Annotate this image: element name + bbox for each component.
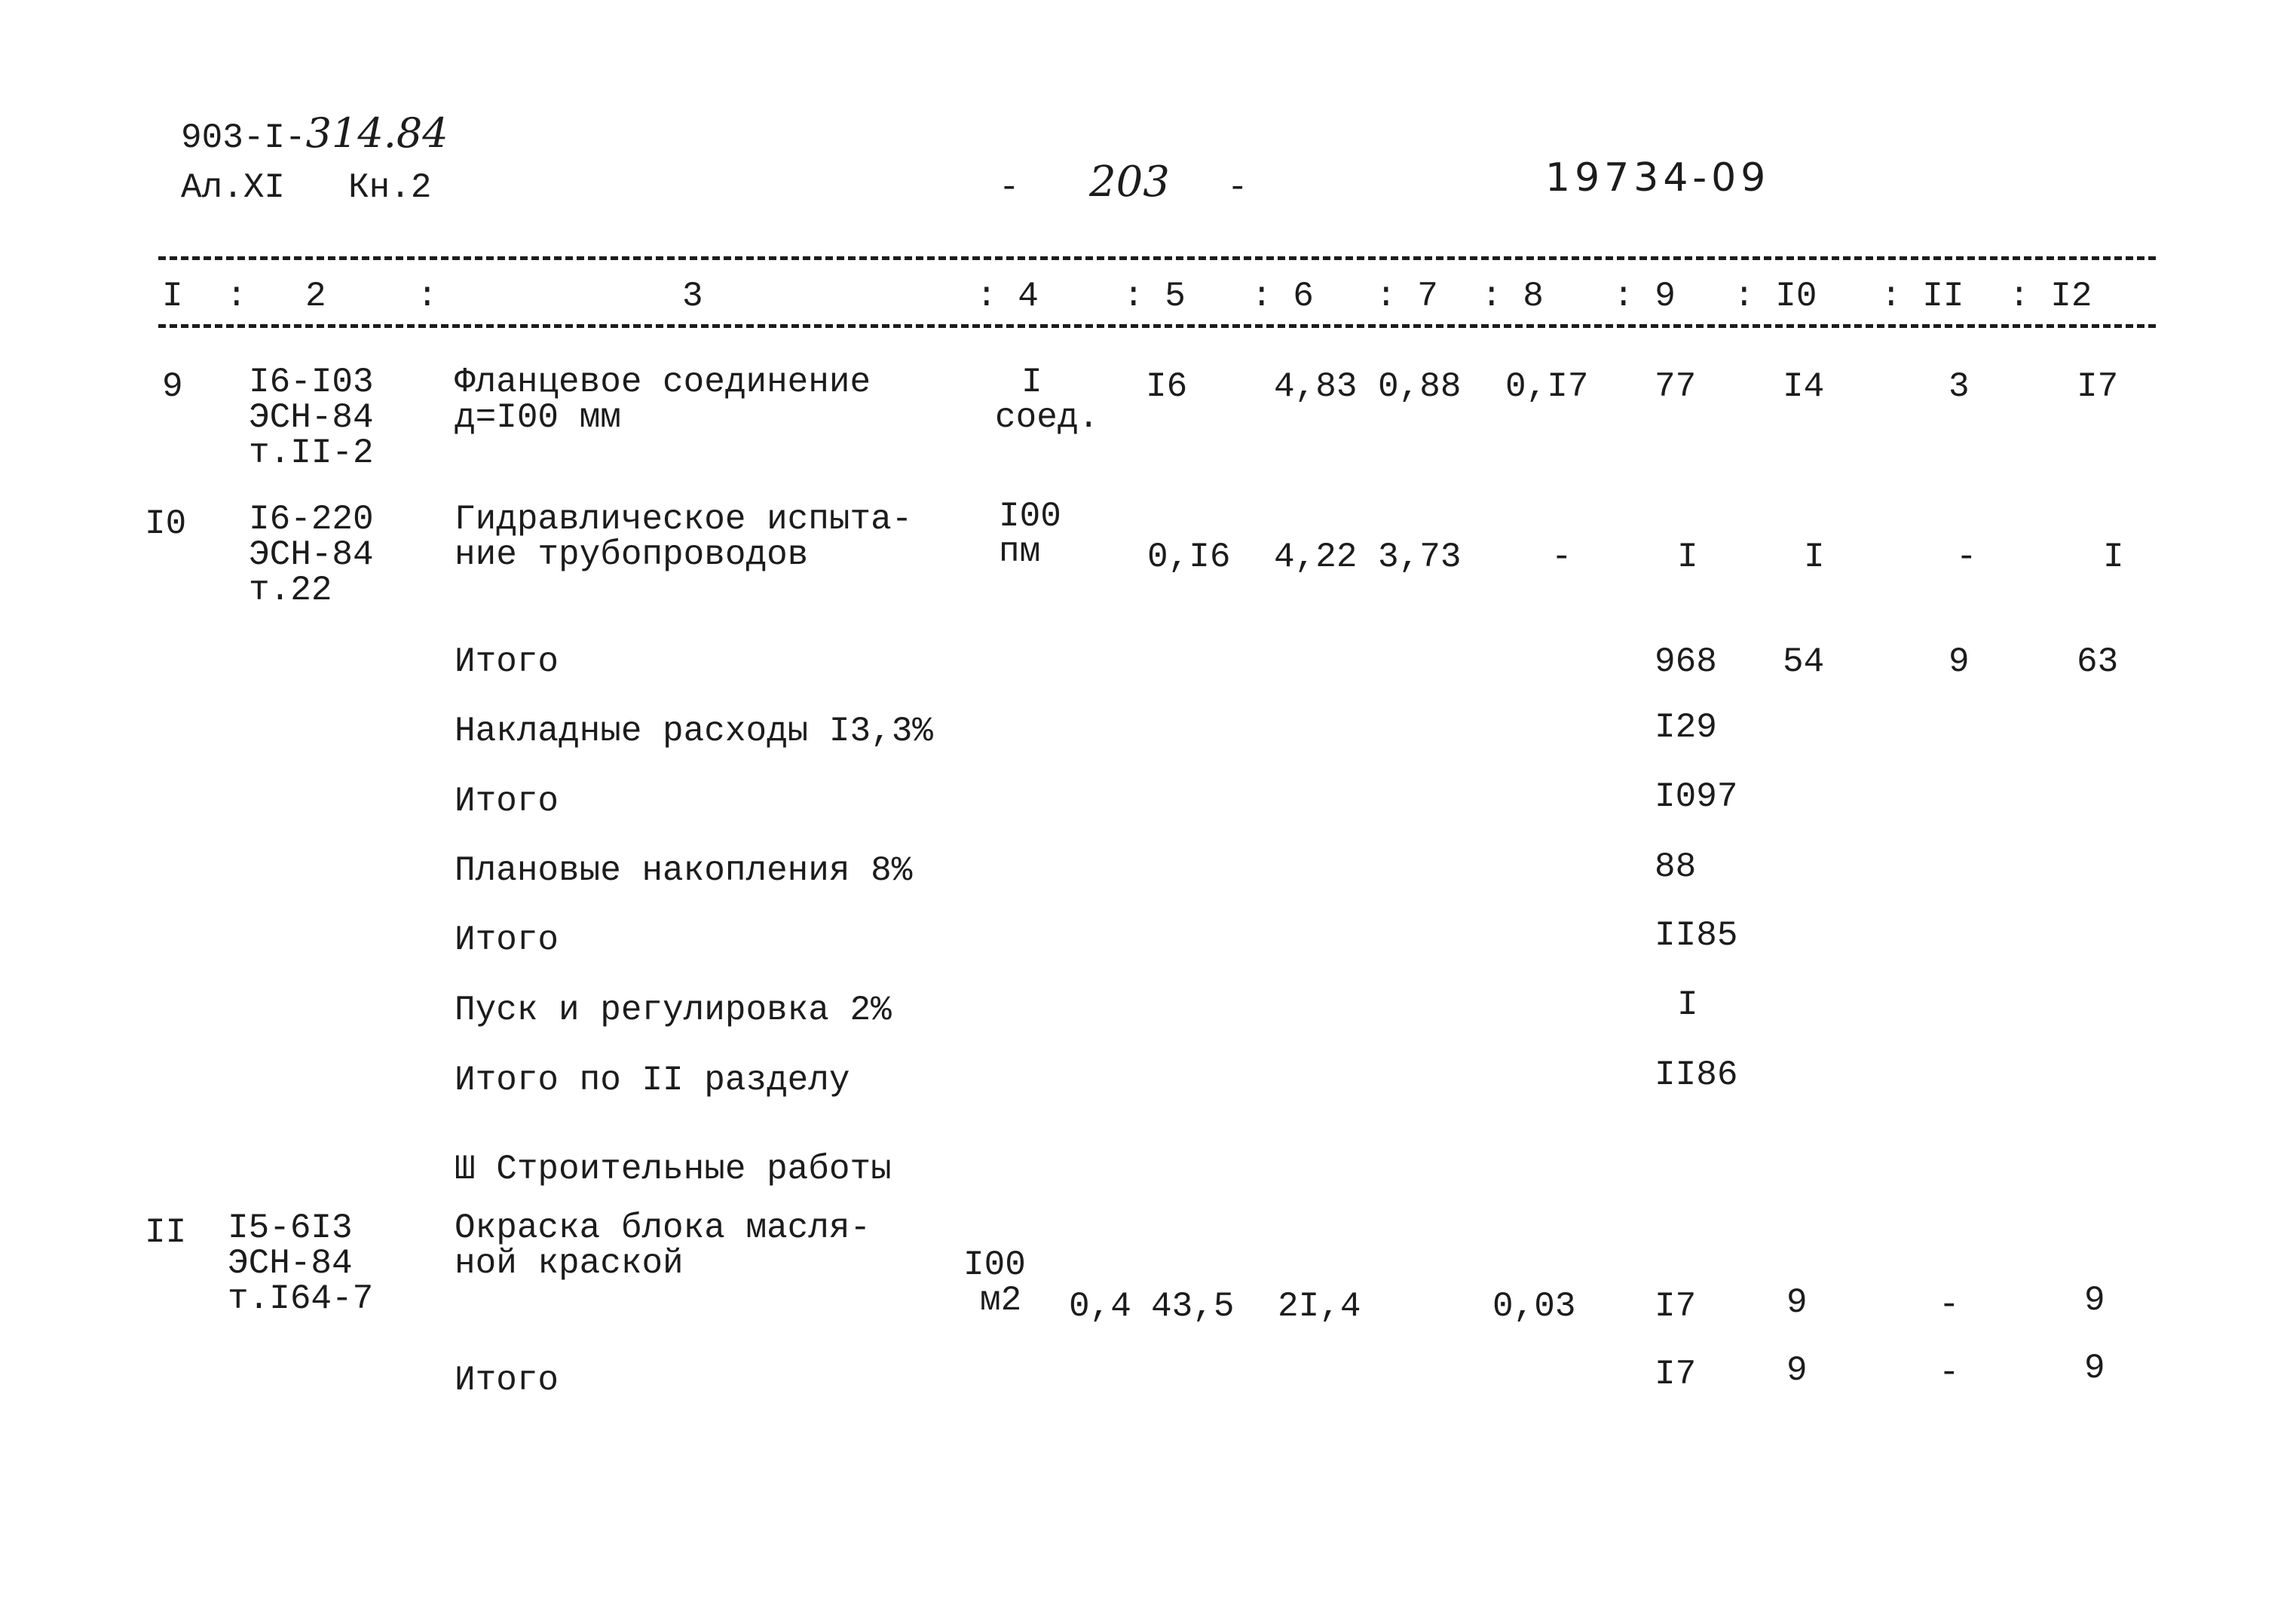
- page-dash-left: -: [999, 168, 1020, 207]
- row-col8: 0,I7: [1505, 367, 1589, 406]
- row-col9: 77: [1655, 367, 1697, 406]
- subtotal-col9: II85: [1655, 916, 1738, 955]
- column-header-3: 3: [682, 277, 703, 316]
- row-name: Фланцевое соединение д=I00 мм: [455, 363, 871, 437]
- row-number: I0: [145, 504, 187, 544]
- subtotal-label: Итого: [455, 782, 559, 821]
- column-header-10: : I0: [1734, 277, 1817, 316]
- overhead-label: Накладные расходы I3,3%: [455, 712, 933, 751]
- row-unit: I00 м2: [963, 1245, 1026, 1320]
- planned-savings-col9: 88: [1655, 847, 1697, 887]
- column-header-6: : 6: [1251, 277, 1314, 316]
- page-number: 203: [1089, 158, 1170, 207]
- header-rule-bottom: [158, 324, 2156, 328]
- row-code: I5-6I3 ЭСН-84 т.I64-7: [228, 1208, 374, 1319]
- album-label: Ал.XI: [181, 168, 286, 207]
- column-header-4: : 4: [976, 277, 1039, 316]
- row-code: I6-I03 ЭСН-84 т.II-2: [249, 363, 374, 473]
- planned-savings-label: Плановые накопления 8%: [455, 851, 913, 890]
- header-rule-top: [158, 256, 2156, 260]
- row-unit: I00 пм: [999, 497, 1061, 571]
- subtotal-col11: 9: [1949, 642, 1970, 682]
- startup-col9: I: [1677, 985, 1698, 1025]
- subtotal-label: Итого: [455, 1361, 559, 1400]
- subtotal-col10: 9: [1786, 1351, 1808, 1390]
- subtotal-col10: 54: [1783, 642, 1825, 682]
- row-number: 9: [162, 367, 183, 406]
- row-col10: I4: [1783, 367, 1825, 406]
- row-unit: I соед.: [995, 363, 1100, 437]
- row-col6: 4,83: [1274, 367, 1358, 406]
- document-code-prefix: 903-I-: [181, 118, 306, 158]
- row-col12: I: [2103, 538, 2124, 577]
- document-code: [181, 109, 448, 158]
- column-header-2: 2: [305, 277, 326, 316]
- column-header-12: : I2: [2009, 277, 2092, 316]
- column-header-5: : 5: [1123, 277, 1186, 316]
- book-label: Кн.2: [348, 168, 432, 207]
- subtotal-col12: 9: [2084, 1349, 2105, 1388]
- row-col7: 3,73: [1378, 538, 1462, 577]
- document-code-handwritten: 314.84: [305, 109, 448, 157]
- row-quantity: 0,4: [1069, 1287, 1131, 1326]
- row-quantity: 0,I6: [1147, 538, 1231, 577]
- row-col6: 4,22: [1274, 538, 1358, 577]
- subtotal-label: Итого: [455, 920, 559, 960]
- row-code: I6-220 ЭСН-84 т.22: [249, 500, 374, 610]
- column-header-8: : 8: [1481, 277, 1544, 316]
- row-col9: I7: [1655, 1287, 1697, 1326]
- row-col8: 0,03: [1492, 1287, 1576, 1326]
- section-total-label: Итого по II разделу: [455, 1061, 850, 1100]
- row-col8: -: [1551, 538, 1572, 577]
- subtotal-col12: 63: [2077, 642, 2119, 682]
- row-col11: -: [1956, 538, 1977, 577]
- row-col6: 43,5: [1151, 1287, 1235, 1326]
- row-quantity: I6: [1146, 367, 1188, 406]
- row-col7: 0,88: [1378, 367, 1462, 406]
- row-col12: I7: [2077, 367, 2119, 406]
- startup-label: Пуск и регулировка 2%: [455, 991, 892, 1030]
- row-col9: I: [1677, 538, 1698, 577]
- subtotal-col9: 968: [1655, 642, 1717, 682]
- section-title: Ш Строительные работы: [455, 1150, 892, 1189]
- column-header-9: : 9: [1613, 277, 1676, 316]
- row-col10: I: [1804, 538, 1825, 577]
- stamp-number: 19734-09: [1545, 155, 1771, 201]
- row-col12: 9: [2084, 1281, 2105, 1320]
- subtotal-col9: I7: [1655, 1355, 1697, 1394]
- subtotal-label: Итого: [455, 642, 559, 682]
- subtotal-col11: -: [1939, 1353, 1960, 1392]
- row-name: Гидравлическое испыта- ние трубопроводов: [455, 500, 913, 574]
- row-name: Окраска блока масля- ной краской: [455, 1208, 871, 1283]
- column-header-sep-2: :: [417, 277, 438, 316]
- column-header-11: : II: [1881, 277, 1964, 316]
- row-col11: -: [1939, 1285, 1960, 1325]
- subtotal-col9: I097: [1655, 777, 1738, 816]
- page-dash-right: -: [1227, 168, 1248, 207]
- row-col10: 9: [1786, 1283, 1808, 1322]
- column-header-7: : 7: [1376, 277, 1438, 316]
- column-header-1: I: [162, 277, 183, 316]
- overhead-col9: I29: [1655, 708, 1717, 747]
- column-header-sep-1: :: [226, 277, 247, 316]
- section-total-col9: II86: [1655, 1055, 1738, 1095]
- row-col11: 3: [1949, 367, 1970, 406]
- row-col7: 2I,4: [1278, 1287, 1361, 1326]
- row-number: II: [145, 1213, 187, 1252]
